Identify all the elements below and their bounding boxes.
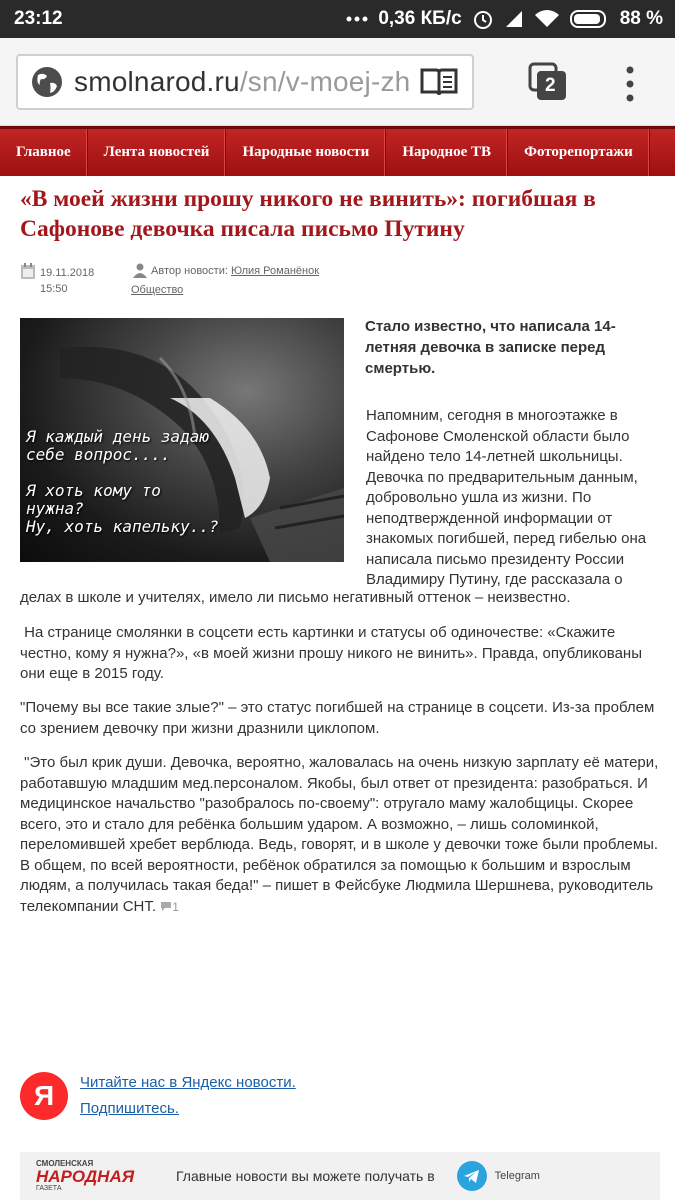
tab-count: 2 [545,75,556,96]
overflow-menu-button[interactable] [620,64,640,104]
yandex-read-link[interactable]: Читайте нас в Яндекс новости. [80,1074,296,1091]
alarm-icon [472,8,494,30]
publish-datetime [40,265,94,297]
banner-message: Главные новости вы можете получать в [176,1168,435,1184]
signal-icon [504,9,524,29]
battery-icon [570,9,610,29]
paragraph-2 [20,623,660,685]
article-image [20,318,344,562]
tab-switcher-button[interactable] [528,62,568,102]
paragraph-3: "Почему вы все такие злые?" – это статус погибшей на странице в соцсети. Из-за проблем со зрением девочку при жизни дразнили циклопом. [20,699,655,737]
yandex-subscribe-link[interactable]: Подпишитесь. [80,1100,179,1117]
reader-mode-icon[interactable] [420,66,458,98]
telegram-icon [457,1161,487,1191]
url-text [74,66,414,98]
comments-link[interactable] [160,900,179,914]
publish-time: 15:50 [40,283,68,295]
logo-line-bottom: ГАЗЕТА [36,1185,62,1192]
status-icons [346,8,663,30]
paragraph-4 [20,753,660,917]
paragraph-1-part-1: Напомним, сегодня в многоэтажке в Сафонове Смоленской области было найдено тело 14-летней школьницы. Девочка по предварительным данным, добровольно ушла из жизни. По неподтвержденной информации от знакомых погибшей, перед гибелью она написала письмо президенту России Владимиру Путину, где рассказала о [366,407,647,588]
author-label: Автор новости: [151,265,228,277]
nav-item-people-tv[interactable]: Народное ТВ [386,129,508,176]
yandex-news-block [20,1072,420,1122]
calendar-icon [20,262,36,280]
url-path: /sn/v-moej-zh [239,66,411,97]
article-lead: Стало известно, что написала 14-летняя девочка в записке перед смертью. [365,318,616,377]
logo-line-main: НАРОДНАЯ [36,1167,135,1186]
paragraph-1-part-2: делах в школе и учителях, имело ли письмо негативный оттенок – неизвестно. [20,589,571,606]
paragraph-2-text: На странице смолянки в соцсети есть картинки и статусы об одиночестве: «Скажите честно, кому я нужна?», «в моей жизни прошу никого не винить». Правда, опубликованы они еще в 2015 году. [20,624,642,682]
nav-item-main[interactable]: Главное [0,129,88,176]
status-bar [0,0,675,38]
battery-percent: 88 % [619,8,663,29]
author-link[interactable]: Юлия Романёнок [230,265,320,277]
article-title: «В моей жизни прошу никого не винить»: погибшая в Сафонове девочка писала письмо Путину [20,186,596,242]
author-line [151,265,319,277]
kebab-menu-icon [620,64,640,104]
user-icon [132,262,148,278]
telegram-label: Telegram [494,1170,540,1182]
more-dots-icon [346,16,368,22]
nav-item-news-feed[interactable]: Лента новостей [88,129,227,176]
nav-item-people-news[interactable]: Народные новости [226,129,386,176]
globe-icon [30,65,64,99]
paragraph-4-text: "Это был крик души. Девочка, вероятно, жаловалась на очень низкую зарплату её матери, работавшую младшим мед.персоналом. Якобы, был ответ от президента: разобраться. И медицинское начальство "разобралось по-своему": отругало маму жалобщицы. Скорее всего, это и стало для ребёнка большим ударом. А возможно, – лишь соломинкой, переломившей хребет верблюда. Ведь, говорят, и в школе у девочки тоже были проблемы. В общем, по всей вероятности, ребёнок обратился за помощью к большим и взрослым людям, а получилась такая беда!" – пишет в Фейсбуке Людмила Шершнева, руководитель телекомпании СНТ. [20,754,659,915]
yandex-logo[interactable]: Я [20,1072,68,1120]
comment-icon [160,901,172,911]
site-logo [36,1160,156,1192]
category-link[interactable]: Общество [131,284,184,296]
logo-line-top: СМОЛЕНСКАЯ [36,1159,94,1168]
url-host: smolnarod.ru [74,66,240,97]
image-caption-text: Я каждый день задаю себе вопрос.... Я хоть кому то нужна? Ну, хоть капельку..? [26,427,219,536]
site-nav [0,126,675,176]
address-bar[interactable] [16,54,474,110]
telegram-banner[interactable] [20,1152,660,1200]
publish-date: 19.11.2018 [40,267,95,279]
status-time: 23:12 [14,8,63,29]
nav-item-photo-reports[interactable]: Фоторепортажи [508,129,650,176]
comment-count: 1 [172,899,179,914]
browser-toolbar [0,38,675,126]
wifi-icon [534,9,560,29]
net-speed: 0,36 КБ/с [378,8,462,29]
